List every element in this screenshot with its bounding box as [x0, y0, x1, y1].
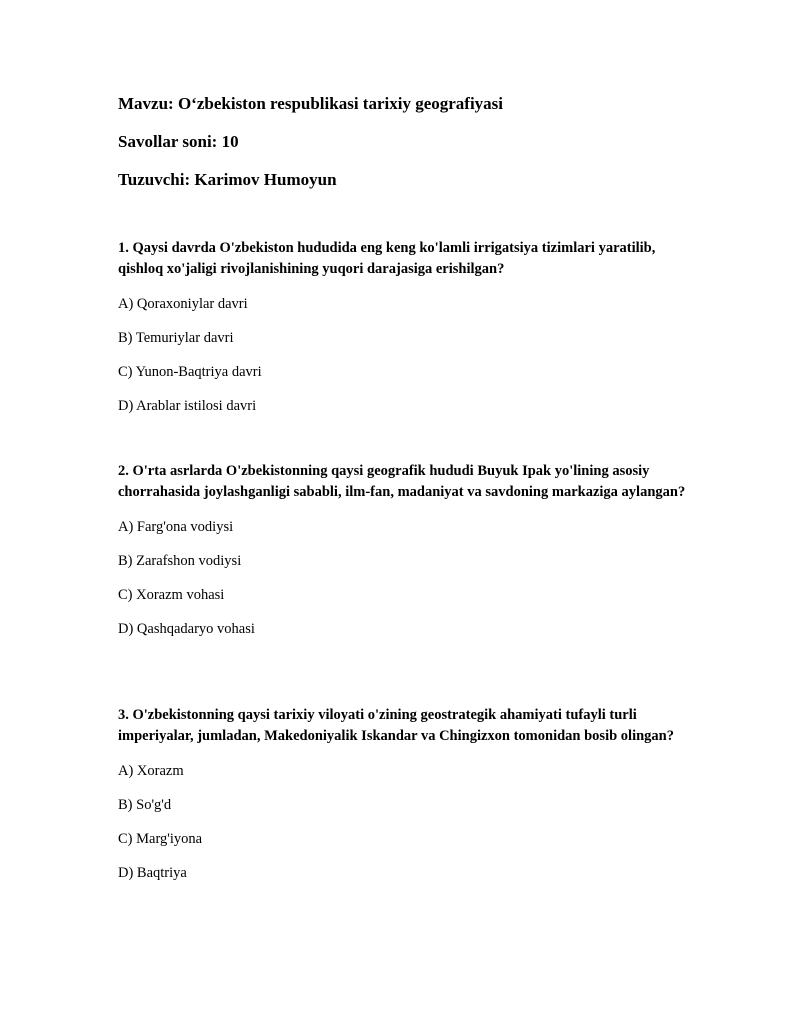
answer-option-c: C) Marg'iyona — [118, 831, 203, 847]
answer-option-d: D) Baqtriya — [118, 865, 187, 881]
answer-option-a: A) Xorazm — [118, 763, 184, 779]
answer-option-b: B) Temuriylar davri — [118, 330, 234, 346]
answer-option-a: A) Qoraxoniylar davri — [118, 296, 248, 312]
answer-option-a: A) Farg'ona vodiysi — [118, 519, 234, 535]
answer-option-d: D) Arablar istilosi davri — [118, 398, 257, 414]
answer-option-d: D) Qashqadaryo vohasi — [118, 621, 255, 637]
author-heading: Tuzuvchi: Karimov Humoyun — [118, 170, 337, 189]
question-count-heading: Savollar soni: 10 — [118, 132, 239, 151]
question-text: 2. O'rta asrlarda O'zbekistonning qaysi geografik hududi Buyuk Ipak yo'lining asosiy chorrahasida joylashganligi sababli, ilm-fan, madaniyat va savdoning markaziga aylangan? — [118, 463, 686, 500]
answer-option-b: B) Zarafshon vodiysi — [118, 553, 242, 569]
question-block-3 — [118, 705, 698, 897]
answer-option-b: B) So'g'd — [118, 797, 172, 813]
topic-heading: Mavzu: O‘zbekiston respublikasi tarixiy geografiyasi — [118, 94, 504, 113]
answer-option-c: C) Xorazm vohasi — [118, 587, 225, 603]
question-block-2 — [118, 461, 698, 653]
question-text: 3. O'zbekistonning qaysi tarixiy viloyati o'zining geostrategik ahamiyati tufayli turli imperiyalar, jumladan, Makedoniyalik Iskandar va Chingizxon tomonidan bosib olingan? — [118, 707, 674, 744]
answer-option-c: C) Yunon-Baqtriya davri — [118, 364, 262, 380]
question-block-1 — [118, 238, 698, 430]
question-text: 1. Qaysi davrda O'zbekiston hududida eng keng ko'lamli irrigatsiya tizimlari yaratilib, qishloq xo'jaligi rivojlanishining yuqori darajasiga erishilgan? — [118, 240, 656, 277]
document-header — [118, 93, 503, 207]
